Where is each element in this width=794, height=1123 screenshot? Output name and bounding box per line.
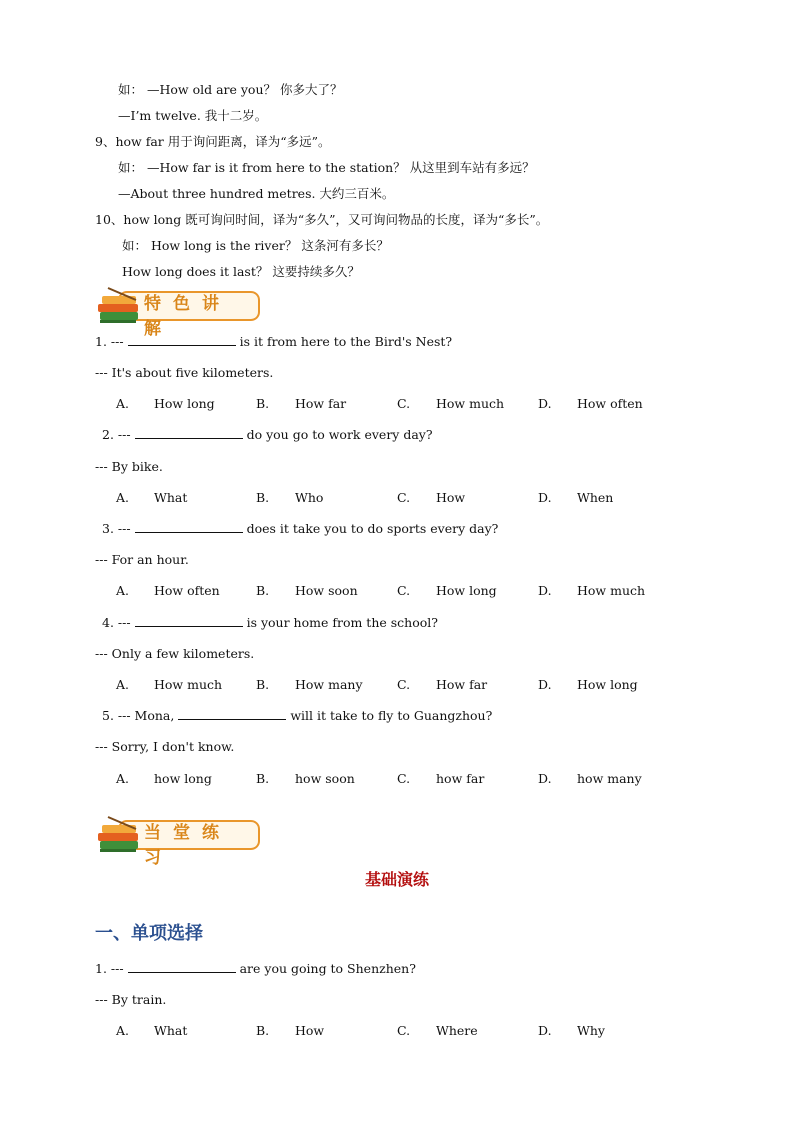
question-text: is it from here to the Bird's Nest?	[239, 334, 453, 349]
option-text[interactable]: Who	[295, 490, 324, 505]
banner-title: 当堂练习	[144, 823, 231, 868]
option-text[interactable]: Why	[577, 1023, 605, 1038]
question-text: will it take to fly to Guangzhou?	[290, 708, 493, 723]
option-letter: B.	[256, 1023, 270, 1038]
option-letter: D.	[538, 771, 552, 786]
option-text[interactable]: How many	[295, 677, 363, 692]
question-text: do you go to work every day?	[246, 427, 433, 442]
practice-title: 基础演练	[364, 870, 429, 889]
option-letter: D.	[538, 583, 552, 598]
option-letter: D.	[538, 396, 552, 411]
option-letter: A.	[116, 583, 130, 598]
question-text: does it take you to do sports every day?	[246, 521, 499, 536]
rule-line: 9、how far 用于询问距离，译为“多远”。	[95, 134, 331, 149]
answer-blank[interactable]	[135, 615, 243, 627]
option-text[interactable]: How long	[154, 396, 215, 411]
example-line: —I’m twelve. 我十二岁。	[118, 108, 268, 123]
answer-blank[interactable]	[135, 427, 243, 439]
option-text[interactable]: Where	[436, 1023, 478, 1038]
option-text[interactable]: What	[154, 1023, 188, 1038]
option-letter: A.	[116, 677, 130, 692]
option-letter: D.	[538, 1023, 552, 1038]
option-text[interactable]: How much	[577, 583, 646, 598]
option-text[interactable]: how soon	[295, 771, 355, 786]
option-letter: C.	[397, 490, 411, 505]
answer-line: --- By bike.	[95, 459, 163, 474]
option-letter: D.	[538, 490, 552, 505]
option-letter: B.	[256, 771, 270, 786]
option-text[interactable]: How often	[577, 396, 643, 411]
answer-line: --- By train.	[95, 992, 167, 1007]
option-text[interactable]: how many	[577, 771, 642, 786]
option-text[interactable]: How far	[295, 396, 347, 411]
option-letter: B.	[256, 677, 270, 692]
option-text[interactable]: How long	[436, 583, 497, 598]
option-text[interactable]: How often	[154, 583, 220, 598]
option-letter: A.	[116, 490, 130, 505]
banner-title: 特色讲解	[144, 294, 231, 339]
answer-blank[interactable]	[135, 521, 243, 533]
option-text[interactable]: How	[295, 1023, 325, 1038]
option-letter: C.	[397, 771, 411, 786]
question-text: are you going to Shenzhen?	[239, 961, 416, 976]
answer-line: --- Only a few kilometers.	[95, 646, 255, 661]
option-text[interactable]: When	[577, 490, 614, 505]
option-letter: C.	[397, 396, 411, 411]
option-letter: C.	[397, 1023, 411, 1038]
answer-blank[interactable]	[128, 961, 236, 973]
question-number: 1. ---	[95, 334, 124, 349]
option-letter: A.	[116, 1023, 130, 1038]
question-line	[102, 708, 492, 724]
option-letter: A.	[116, 771, 130, 786]
answer-line: --- Sorry, I don't know.	[95, 739, 235, 754]
section-banner	[96, 286, 258, 339]
section-title: 一、单项选择	[95, 923, 203, 944]
answer-line: --- For an hour.	[95, 552, 189, 567]
books-icon	[96, 815, 142, 855]
question-line	[102, 615, 438, 631]
option-text[interactable]: How far	[436, 677, 488, 692]
option-letter: D.	[538, 677, 552, 692]
option-letter: B.	[256, 583, 270, 598]
option-text[interactable]: How much	[436, 396, 505, 411]
question-number: 5. --- Mona,	[102, 708, 175, 723]
example-line: 如： How long is the river？ 这条河有多长？	[122, 238, 389, 253]
answer-blank[interactable]	[128, 334, 236, 346]
example-line: 如： —How old are you？ 你多大了？	[118, 82, 343, 97]
example-line: —About three hundred metres. 大约三百米。	[118, 186, 395, 201]
question-number: 4. ---	[102, 615, 131, 630]
question-line	[95, 334, 452, 350]
option-text[interactable]: how long	[154, 771, 212, 786]
option-letter: B.	[256, 396, 270, 411]
question-line	[102, 521, 498, 537]
option-text[interactable]: How soon	[295, 583, 358, 598]
answer-blank[interactable]	[178, 708, 286, 720]
books-icon	[96, 286, 142, 326]
option-text[interactable]: How long	[577, 677, 638, 692]
option-text[interactable]: What	[154, 490, 188, 505]
example-line: 如： —How far is it from here to the station？ 从这里到车站有多远？	[118, 160, 535, 175]
option-text[interactable]: how far	[436, 771, 485, 786]
question-text: is your home from the school?	[246, 615, 438, 630]
question-number: 1. ---	[95, 961, 124, 976]
rule-line: 10、how long 既可询问时间，译为“多久”，又可询问物品的长度，译为“多长”。	[95, 212, 549, 227]
option-text[interactable]: How	[436, 490, 466, 505]
question-line	[95, 961, 416, 977]
question-line	[102, 427, 433, 443]
example-line: How long does it last？ 这要持续多久？	[122, 264, 360, 279]
option-letter: A.	[116, 396, 130, 411]
answer-line: --- It's about five kilometers.	[95, 365, 274, 380]
option-text[interactable]: How much	[154, 677, 223, 692]
option-letter: C.	[397, 583, 411, 598]
section-banner	[96, 815, 258, 868]
option-letter: B.	[256, 490, 270, 505]
question-number: 3. ---	[102, 521, 131, 536]
question-number: 2. ---	[102, 427, 131, 442]
option-letter: C.	[397, 677, 411, 692]
